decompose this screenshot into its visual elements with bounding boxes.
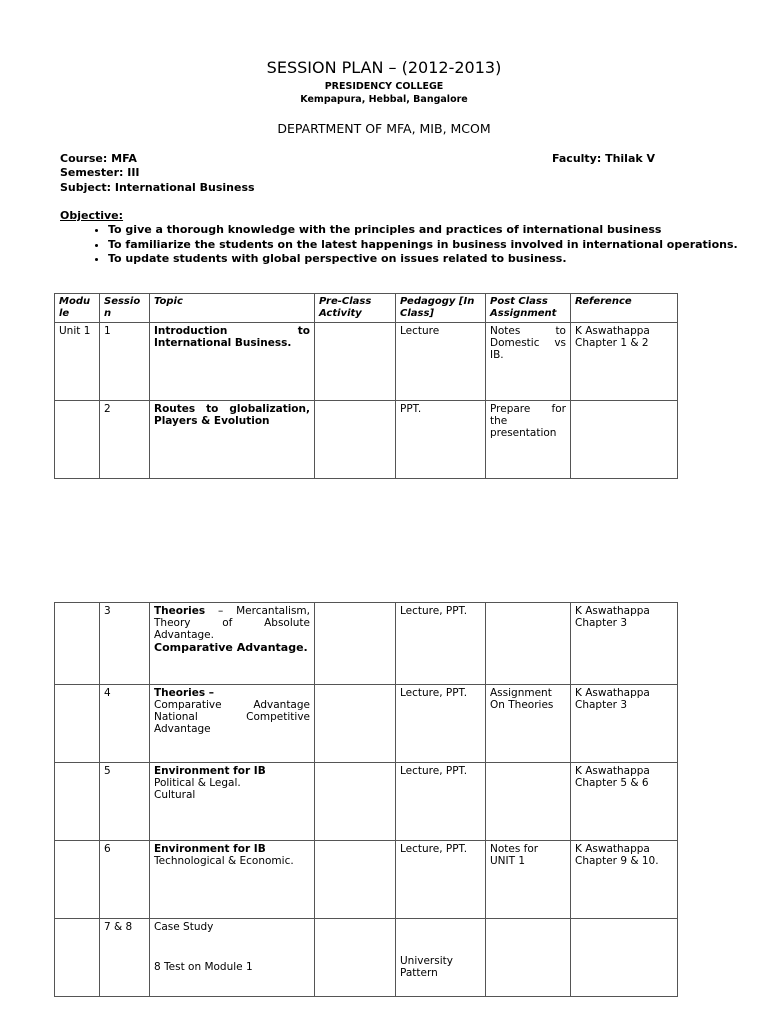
cell-postclass: Notes to Domestic vs IB. [486, 323, 571, 401]
topic-bold: Environment for IB [154, 843, 266, 855]
session-plan-table-part-2 [54, 602, 678, 997]
table-row [55, 401, 678, 479]
cell-reference [571, 401, 678, 479]
topic-bold: Theories – [154, 687, 215, 699]
topic-bold-extra: Comparative Advantage. [154, 641, 308, 654]
objective-item: • To give a thorough knowledge with the principles and practices of international business [108, 223, 756, 238]
college-address: Kempapura, Hebbal, Bangalore [300, 94, 468, 105]
table-row [55, 763, 678, 841]
topic-bold: Theories [154, 605, 206, 617]
objective-item: • To update students with global perspective on issues related to business. [108, 252, 756, 267]
cell-module [55, 919, 100, 997]
cell-session: 2 [100, 401, 150, 479]
cell-pedagogy: Lecture, PPT. [396, 685, 486, 763]
cell-postclass: Prepare for the presentation [486, 401, 571, 479]
topic-text: Technological & Economic. [154, 855, 294, 867]
cell-session: 6 [100, 841, 150, 919]
session-plan-table-part-1 [54, 293, 678, 479]
topic-text: Comparative Advantage National Competitive Advantage [154, 699, 310, 735]
cell-session: 3 [100, 603, 150, 685]
table-row [55, 841, 678, 919]
header-pedagogy: Pedagogy [In Class] [396, 294, 486, 323]
cell-preclass [315, 603, 396, 685]
college-name: PRESIDENCY COLLEGE [324, 81, 444, 92]
cell-preclass [315, 323, 396, 401]
cell-topic [150, 685, 315, 763]
topic-text: Case Study [154, 921, 214, 933]
cell-topic [150, 841, 315, 919]
table-row [55, 919, 678, 997]
cell-topic: Introduction to International Business. [150, 323, 315, 401]
cell-preclass [315, 919, 396, 997]
cell-preclass [315, 763, 396, 841]
cell-postclass [486, 763, 571, 841]
cell-pedagogy: PPT. [396, 401, 486, 479]
cell-module [55, 401, 100, 479]
department-heading: DEPARTMENT OF MFA, MIB, MCOM [277, 121, 491, 136]
header-postclass: Post Class Assignment [486, 294, 571, 323]
topic-text: – Mercantalism, Theory of Absolute Advantage. [154, 605, 310, 641]
cell-module [55, 603, 100, 685]
objective-item: • To familiarize the students on the latest happenings in business involved in international operations. [108, 238, 756, 253]
cell-postclass: Notes for UNIT 1 [486, 841, 571, 919]
cell-pedagogy: Lecture, PPT. [396, 841, 486, 919]
cell-preclass [315, 685, 396, 763]
topic-bold: Environment for IB [154, 765, 266, 777]
course-line: Course: MFA [60, 152, 137, 165]
topic-text: 8 Test on Module 1 [154, 961, 253, 973]
cell-preclass [315, 401, 396, 479]
cell-session: 1 [100, 323, 150, 401]
cell-reference: K Aswathappa Chapter 3 [571, 685, 678, 763]
cell-reference [571, 919, 678, 997]
cell-postclass: Assignment On Theories [486, 685, 571, 763]
cell-reference: K Aswathappa Chapter 5 & 6 [571, 763, 678, 841]
objective-list [60, 223, 756, 267]
cell-topic [150, 603, 315, 685]
header-preclass: Pre-Class Activity [315, 294, 396, 323]
table-row [55, 323, 678, 401]
cell-postclass [486, 919, 571, 997]
table-row [55, 603, 678, 685]
cell-topic: Routes to globalization, Players & Evolution [150, 401, 315, 479]
cell-reference: K Aswathappa Chapter 9 & 10. [571, 841, 678, 919]
header-topic: Topic [150, 294, 315, 323]
cell-module [55, 763, 100, 841]
cell-pedagogy: Lecture, PPT. [396, 763, 486, 841]
cell-session: 7 & 8 [100, 919, 150, 997]
cell-session: 4 [100, 685, 150, 763]
cell-pedagogy [396, 919, 486, 997]
header-reference: Reference [571, 294, 678, 323]
cell-pedagogy: Lecture, PPT. [396, 603, 486, 685]
cell-topic [150, 763, 315, 841]
header-module: Modu le [55, 294, 100, 323]
cell-pedagogy: Lecture [396, 323, 486, 401]
cell-postclass [486, 603, 571, 685]
topic-text: Cultural [154, 789, 196, 801]
cell-module [55, 685, 100, 763]
topic-text: Political & Legal. [154, 777, 241, 789]
cell-reference: K Aswathappa Chapter 1 & 2 [571, 323, 678, 401]
pedagogy-text: University Pattern [400, 955, 453, 979]
faculty-line: Faculty: Thilak V [552, 152, 656, 165]
cell-session: 5 [100, 763, 150, 841]
objective-heading: Objective: [60, 209, 124, 222]
page-title: SESSION PLAN – (2012-2013) [266, 58, 502, 77]
cell-reference: K Aswathappa Chapter 3 [571, 603, 678, 685]
cell-preclass [315, 841, 396, 919]
table-row [55, 685, 678, 763]
cell-module [55, 841, 100, 919]
subject-line: Subject: International Business [60, 181, 255, 194]
semester-line: Semester: III [60, 166, 140, 179]
cell-module: Unit 1 [55, 323, 100, 401]
table-header-row [55, 294, 678, 323]
cell-topic [150, 919, 315, 997]
header-session: Sessio n [100, 294, 150, 323]
